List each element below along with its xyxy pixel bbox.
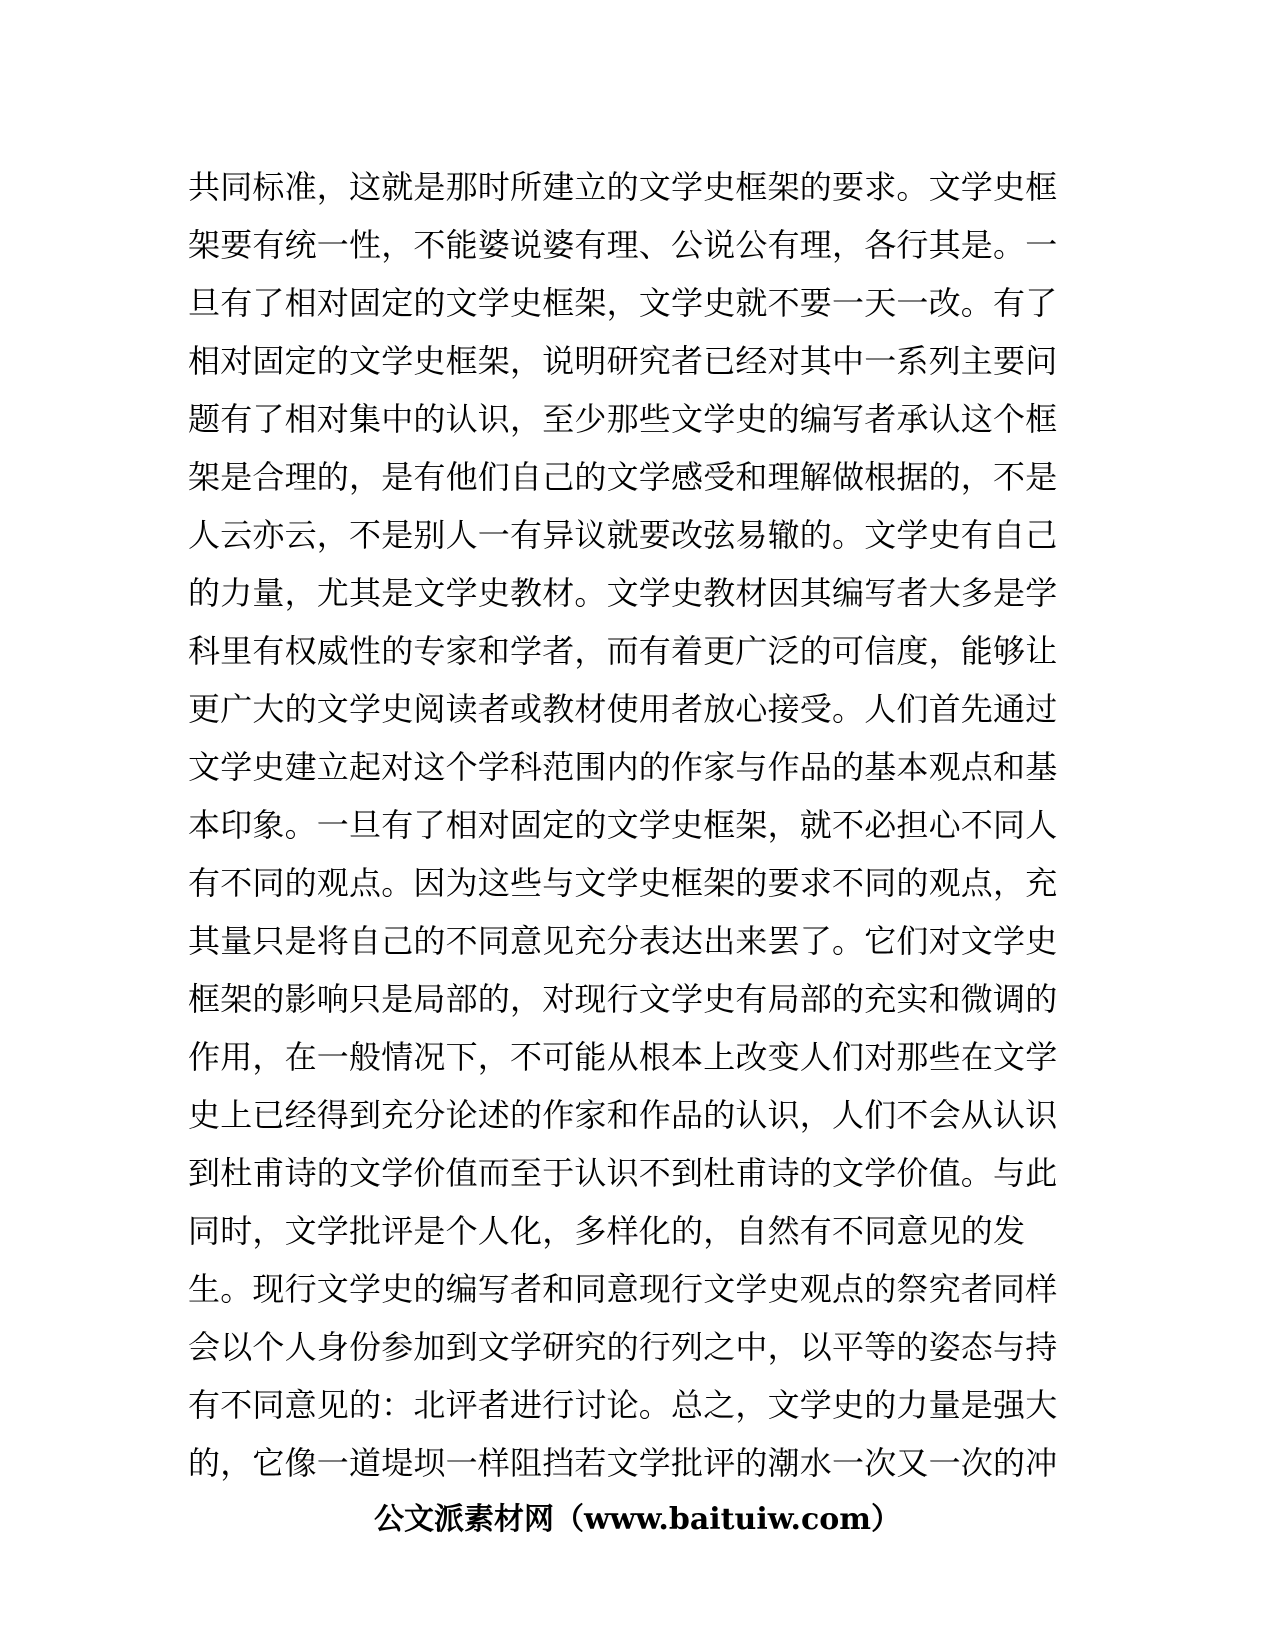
- text-line: 旦有了相对固定的文学史框架，文学史就不要一天一改。有了: [188, 284, 1058, 322]
- text-line: 的，它像一道堤坝一样阻挡若文学批评的潮水一次又一次的冲: [188, 1444, 1058, 1482]
- text-line: 会以个人身份参加到文学研究的行列之中，以平等的姿态与持: [188, 1328, 1058, 1366]
- text-line: 史上已经得到充分论述的作家和作品的认识，人们不会从认识: [188, 1096, 1058, 1134]
- text-line: 本印象。一旦有了相对固定的文学史框架，就不必担心不同人: [188, 806, 1058, 844]
- text-line: 生。现行文学史的编写者和同意现行文学史观点的祭究者同样: [188, 1270, 1058, 1308]
- text-line: 人云亦云，不是别人一有异议就要改弦易辙的。文学史有自己: [188, 516, 1058, 554]
- text-line: 架要有统一性，不能婆说婆有理、公说公有理，各行其是。一: [188, 226, 1058, 264]
- text-line: 共同标准，这就是那时所建立的文学史框架的要求。文学史框: [188, 168, 1058, 206]
- text-line: 科里有权威性的专家和学者，而有着更广泛的可信度，能够让: [188, 632, 1058, 670]
- text-line: 有不同的观点。因为这些与文学史框架的要求不同的观点，充: [188, 864, 1058, 902]
- body-text: [188, 158, 1088, 1492]
- text-line: 同时，文学批评是个人化，多样化的，自然有不同意见的发: [188, 1212, 1026, 1250]
- text-line: 更广大的文学史阅读者或教材使用者放心接受。人们首先通过: [188, 690, 1058, 728]
- text-line: 文学史建立起对这个学科范围内的作家与作品的基本观点和基: [188, 748, 1058, 786]
- text-line: 到杜甫诗的文学价值而至于认识不到杜甫诗的文学价值。与此: [188, 1154, 1058, 1192]
- footer-watermark: 公文派素材网（www.baituiw.com）: [373, 1502, 902, 1537]
- text-line: 作用，在一般情况下，不可能从根本上改变人们对那些在文学: [188, 1038, 1058, 1076]
- text-line: 其量只是将自己的不同意见充分表达出来罢了。它们对文学史: [188, 922, 1058, 960]
- text-line: 有不同意见的：北评者进行讨论。总之，文学史的力量是强大: [188, 1386, 1058, 1424]
- text-line: 题有了相对集中的认识，至少那些文学史的编写者承认这个框: [188, 400, 1058, 438]
- text-line: 框架的影响只是局部的，对现行文学史有局部的充实和微调的: [188, 980, 1058, 1018]
- text-line: 架是合理的，是有他们自己的文学感受和理解做根据的，不是: [188, 458, 1058, 496]
- text-line: 相对固定的文学史框架，说明研究者已经对其中一系列主要问: [188, 342, 1058, 380]
- text-line: 的力量，尤其是文学史教材。文学史教材因其编写者大多是学: [188, 574, 1058, 612]
